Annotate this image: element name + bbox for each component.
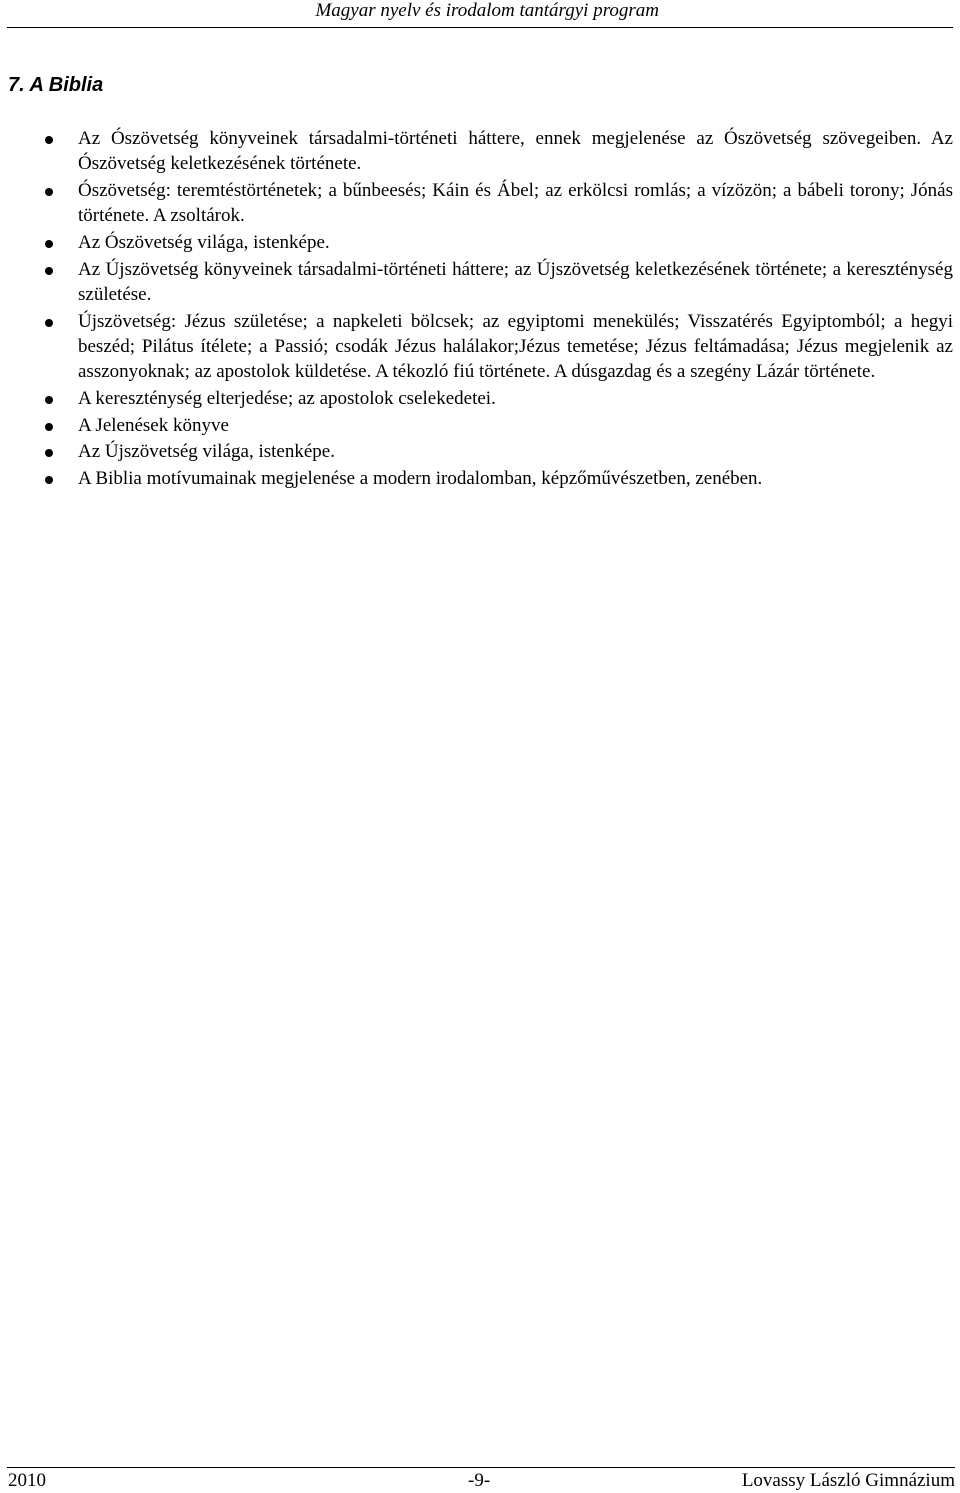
list-item — [78, 439, 953, 464]
list-item — [78, 230, 953, 255]
list-item-text: A Biblia motívumainak megjelenése a modern irodalomban, képzőművészetben, zenében. — [78, 467, 763, 489]
list-item-text: Újszövetség: Jézus születése; a napkeleti bölcsek; az egyiptomi menekülés; Visszatérés Egyiptomból; a hegyi beszéd; Pilátus ítélete; a Passió; csodák Jézus halálakor;Jézus temetése; Jézus feltámadása; Jézus megjelenik az asszonyoknak; az apostolok küldetése. A tékozló fiú története. A dúsgazdag és a szegény Lázár története. — [78, 310, 953, 383]
topic-list — [78, 126, 953, 493]
header-title: Magyar nyelv és irodalom tantárgyi program — [315, 0, 659, 21]
bullet-icon — [45, 423, 53, 431]
list-item-text: Az Ószövetség könyveinek társadalmi-történeti háttere, ennek megjelenése az Ószövetség szövegeiben. Az Ószövetség keletkezésének története. — [78, 128, 953, 175]
bullet-icon — [45, 240, 53, 248]
list-item-text: Az Ószövetség világa, istenképe. — [78, 231, 330, 253]
bullet-icon — [45, 449, 53, 457]
footer-year: 2010 — [8, 1470, 46, 1491]
bullet-icon — [45, 267, 53, 275]
list-item-text: A Jelenések könyve — [78, 414, 229, 436]
list-item — [78, 257, 953, 308]
bullet-icon — [45, 476, 53, 484]
bullet-icon — [45, 136, 53, 144]
page-number: -9- — [468, 1470, 491, 1491]
footer-school-name: Lovassy László Gimnázium — [741, 1470, 955, 1491]
list-item — [78, 413, 953, 438]
page-header — [0, 0, 960, 30]
list-item-text: Az Újszövetség világa, istenképe. — [78, 441, 335, 463]
list-item — [78, 386, 953, 411]
list-item — [78, 126, 953, 177]
footer-divider — [7, 1467, 955, 1468]
bullet-icon — [45, 396, 53, 404]
bullet-icon — [45, 188, 53, 196]
list-item-text: Ószövetség: teremtéstörténetek; a bűnbeesés; Káin és Ábel; az erkölcsi romlás; a vízözön; a bábeli torony; Jónás története. A zsoltárok. — [78, 179, 953, 227]
bullet-icon — [45, 319, 53, 327]
list-item-text: Az Újszövetség könyveinek társadalmi-történeti háttere; az Újszövetség keletkezésének története; a kereszténység születése. — [78, 258, 953, 305]
list-item — [78, 466, 953, 491]
section-title: 7. A Biblia — [8, 74, 104, 96]
list-item — [78, 178, 953, 229]
list-item-text: A kereszténység elterjedése; az apostolok cselekedetei. — [78, 387, 496, 409]
header-divider — [7, 27, 953, 28]
list-item — [78, 309, 953, 385]
page-footer — [0, 1460, 960, 1493]
